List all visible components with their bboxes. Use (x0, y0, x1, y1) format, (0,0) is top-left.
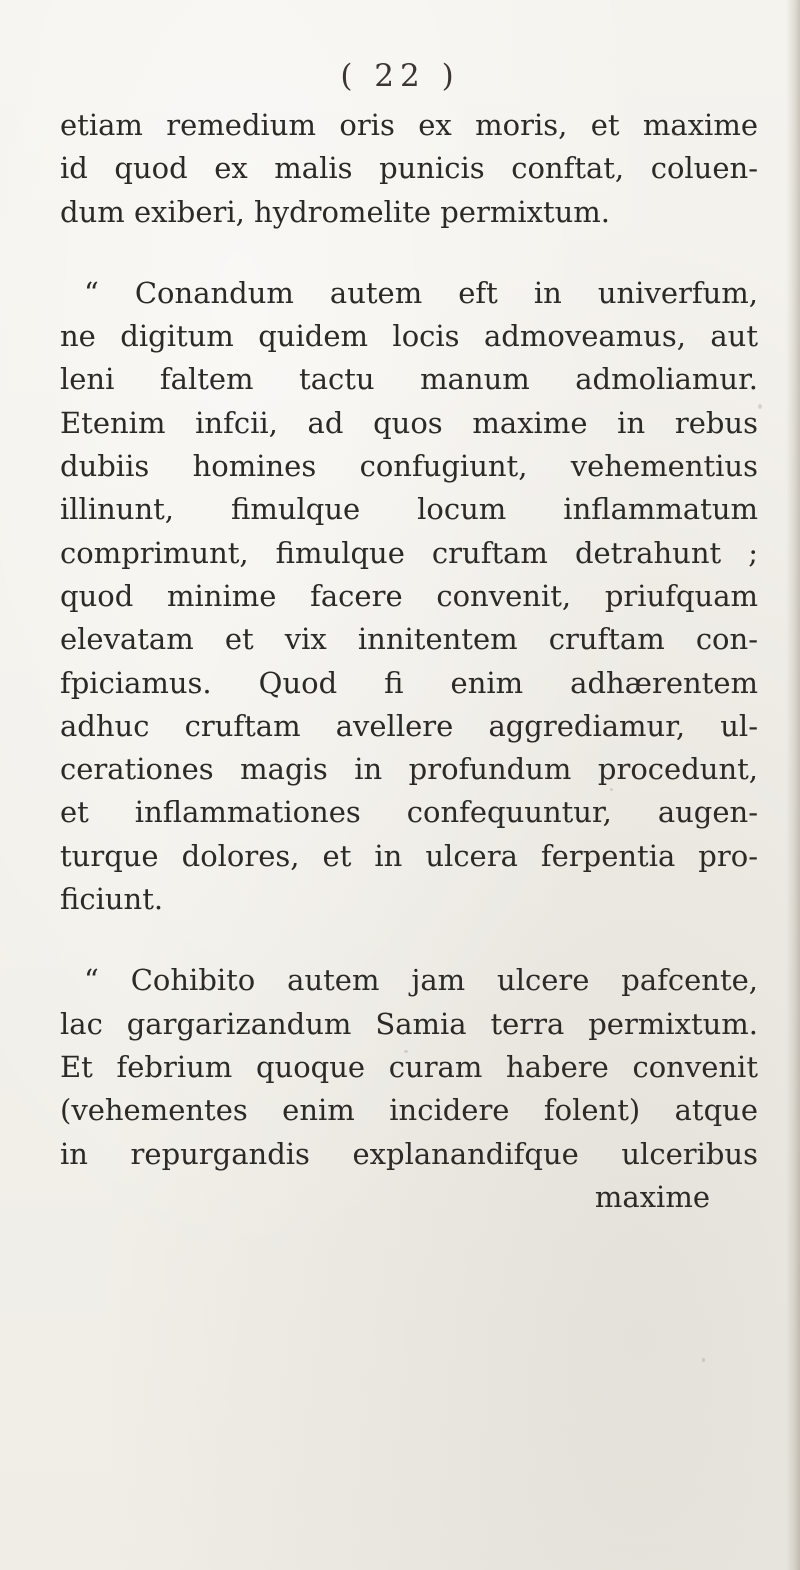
text-line: illinunt, fimulque locum inflammatum (60, 492, 758, 527)
text-line: leni faltem tactu manum admoliamur. (60, 362, 758, 397)
text-line: et inflammationes confequuntur, augen- (60, 795, 758, 830)
text-line: comprimunt, fimulque cruftam detrahunt ; (60, 535, 758, 570)
text-line: adhuc cruftam avellere aggrediamur, ul- (60, 708, 758, 743)
text-line: id quod ex malis punicis conftat, coluen- (60, 151, 758, 186)
paragraph-3 (60, 959, 758, 1175)
paper-speck (404, 1050, 408, 1053)
text-line: lac gargarizandum Samia terra permixtum. (60, 1006, 758, 1041)
text-line: dum exiberi, hydromelite permixtum. (60, 194, 611, 229)
text-line: ne digitum quidem locis admoveamus, aut (60, 319, 758, 354)
text-line: cerationes magis in profundum procedunt, (60, 752, 758, 787)
text-line: elevatam et vix innitentem cruftam con- (60, 622, 758, 657)
body-text (60, 104, 758, 1219)
page-edge-shadow (786, 0, 800, 1570)
paper-speck (702, 1358, 705, 1362)
page-number: ( 22 ) (340, 58, 460, 94)
text-line: “ Cohibito autem jam ulcere pafcente, (84, 963, 758, 998)
paper-speck (672, 132, 677, 136)
text-line: fpiciamus. Quod fi enim adhærentem (60, 665, 758, 700)
text-line: in repurgandis explanandifque ulceribus (60, 1136, 758, 1171)
paragraph-gap (60, 234, 758, 272)
paper-speck (610, 788, 613, 791)
text-line: ficiunt. (60, 882, 164, 917)
paragraph-1 (60, 104, 758, 234)
text-line: dubiis homines confugiunt, vehementius (60, 449, 758, 484)
paragraph-gap (60, 921, 758, 959)
text-line: Etenim infcii, ad quos maxime in rebus (60, 405, 758, 440)
text-line: turque dolores, et in ulcera ferpentia pro- (60, 838, 758, 873)
text-line: etiam remedium oris ex moris, et maxime (60, 108, 758, 142)
catchword: maxime (594, 1179, 710, 1214)
text-line: quod minime facere convenit, priufquam (60, 578, 758, 613)
paragraph-2 (60, 272, 758, 921)
text-line: (vehementes enim incidere folent) atque (60, 1093, 758, 1128)
paper-speck (448, 338, 452, 342)
paper-speck (758, 404, 762, 409)
text-line: “ Conandum autem eft in univerfum, (84, 275, 758, 310)
text-line: Et febrium quoque curam habere convenit (60, 1049, 758, 1084)
